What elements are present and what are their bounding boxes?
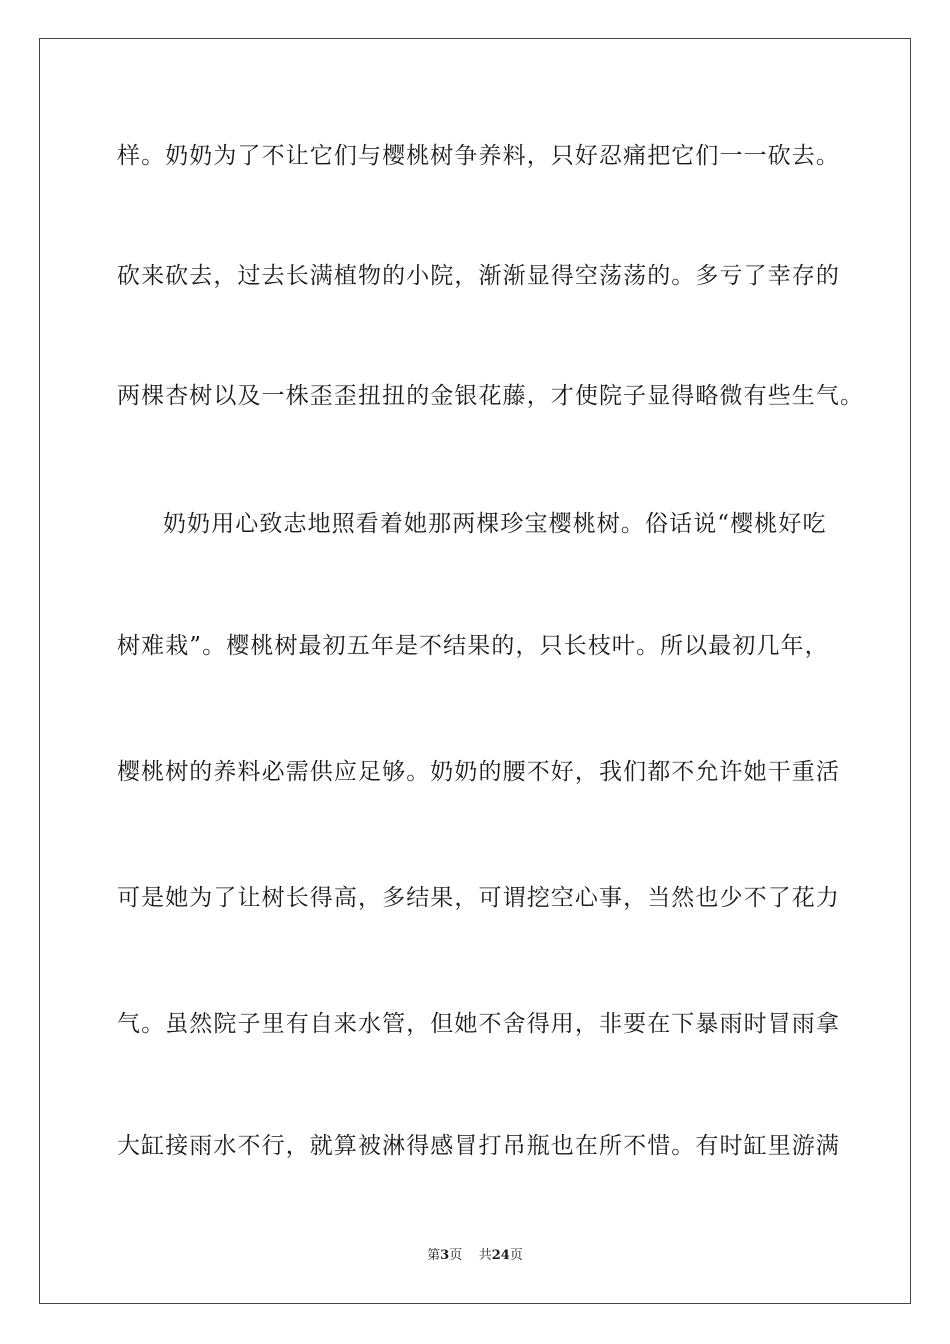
footer-total-pages: 24 [491,1248,510,1263]
body-text-line-6: 樱桃树的养料必需供应足够。奶奶的腰不好，我们都不允许她干重活 [117,759,840,785]
body-text-line-5: 树难栽”。樱桃树最初五年是不结果的，只长枝叶。所以最初几年， [117,633,829,659]
footer-total-suffix: 页 [509,1248,523,1263]
page-footer [0,1248,950,1264]
footer-total-prefix: 共 [478,1248,492,1263]
footer-page-number: 3 [440,1248,450,1263]
body-text-line-3: 两棵杏树以及一株歪歪扭扭的金银花藤，才使院子显得略微有些生气。 [117,383,865,409]
footer-page-prefix: 第 [427,1248,441,1263]
body-text-line-9: 大缸接雨水不行，就算被淋得感冒打吊瓶也在所不惜。有时缸里游满 [117,1133,840,1159]
body-text-line-7: 可是她为了让树长得高，多结果，可谓挖空心事，当然也少不了花力 [117,885,840,911]
body-text-line-1: 样。奶奶为了不让它们与樱桃树争养料，只好忍痛把它们一一砍去。 [117,143,840,169]
body-text-line-4-paragraph-start: 奶奶用心致志地照看着她那两棵珍宝樱桃树。俗话说“樱桃好吃 [163,511,827,537]
footer-page-suffix: 页 [449,1248,463,1263]
body-text-line-8: 气。虽然院子里有自来水管，但她不舍得用，非要在下暴雨时冒雨拿 [117,1011,840,1037]
page-border [39,38,911,1304]
body-text-line-2: 砍来砍去，过去长满植物的小院，渐渐显得空荡荡的。多亏了幸存的 [117,263,840,289]
